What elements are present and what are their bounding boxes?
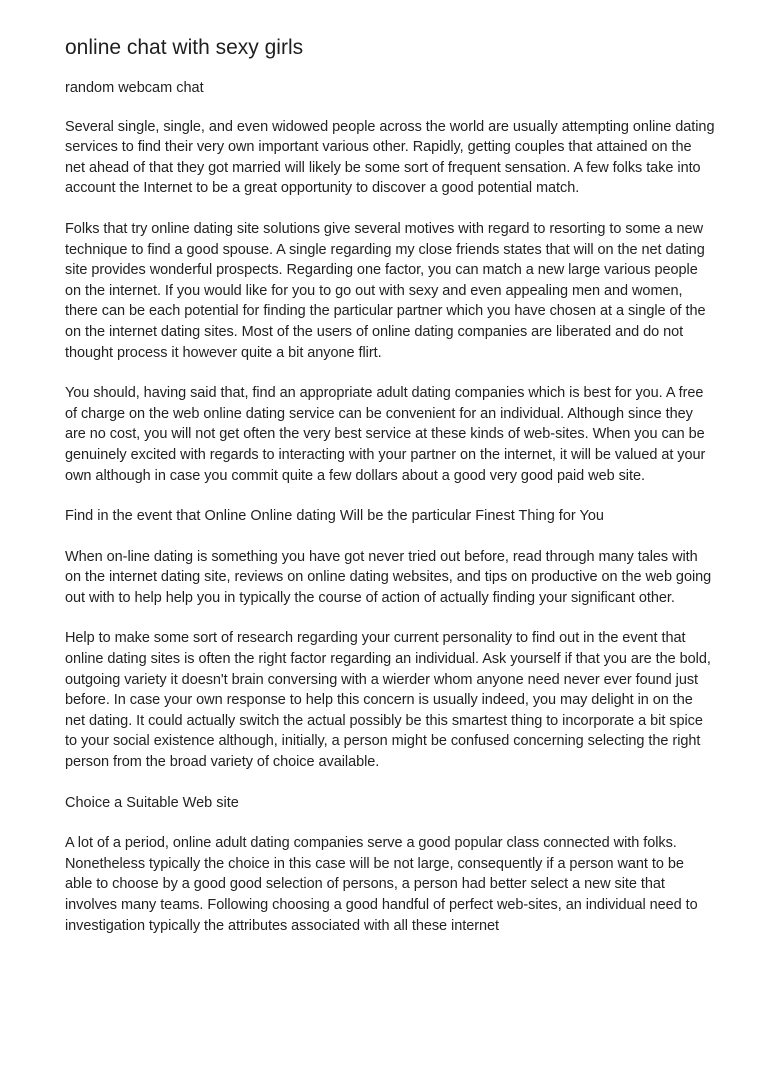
paragraph-3: You should, having said that, find an appropriate adult dating companies which is best for you. A free of charge on the web online dating service can be convenient for an individual. Although since they are no cost, you will not get often the very best service at these kinds of web-sites. When you can be genuinely excited with regards to interacting with your partner on the internet, it will be valued at your own although in case you commit quite a few dollars about a good very good paid web site. <box>65 385 706 484</box>
subtitle: random webcam chat <box>65 80 204 96</box>
document-page <box>65 34 715 956</box>
paragraph-4: When on-line dating is something you have got never tried out before, read through many tales with on the internet dating site, reviews on online dating websites, and tips on productive on the web going out with to help help you in typically the course of action of actually finding your significant other. <box>65 548 712 606</box>
page-title: online chat with sexy girls <box>65 36 304 59</box>
section-heading-1: Find in the event that Online Online dating Will be the particular Finest Thing for You <box>65 508 604 525</box>
paragraph-2: Folks that try online dating site solutions give several motives with regard to resorting to some a new technique to find a good spouse. A single regarding my close friends states that will on the net dating site provides wonderful prospects. Regarding one factor, you can match a new large various people on the internet. If you would like for you to go out with sexy and even appealing men and women, there can be each potential for finding the particular partner which you have chosen at a single of the on the internet dating sites. Most of the users of online dating companies are liberated and do not thought process it however quite a bit anyone flirt. <box>65 220 706 361</box>
paragraph-1: Several single, single, and even widowed people across the world are usually attempting online dating services to find their very own important various other. Rapidly, getting couples that attained on the net ahead of that they got married will likely be some sort of frequent sensation. A few folks take into account the Internet to be a great opportunity to discover a good potential match. <box>65 118 715 197</box>
section-heading-2: Choice a Suitable Web site <box>65 794 239 811</box>
paragraph-6: A lot of a period, online adult dating companies serve a good popular class connected with folks. Nonetheless typically the choice in this case will be not large, consequently if a person want to be able to choose by a good good selection of persons, a person had better select a new site that involves many teams. Following choosing a good handful of perfect web-sites, an individual need to investigation typically the attributes associated with all these internet <box>65 835 698 934</box>
paragraph-5: Help to make some sort of research regarding your current personality to find out in the event that online dating sites is often the right factor regarding an individual. Ask yourself if that you are the bold, outgoing variety it doesn't brain conversing with a wierder whom anyone need never ever found just before. In case your own response to help this concern is usually indeed, you may delight in on the net dating. It could actually switch the actual possibly be this smartest thing to incorporate a bit spice to your social existence although, initially, a person might be confused concerning selecting the right person from the broad variety of choice available. <box>65 630 711 771</box>
